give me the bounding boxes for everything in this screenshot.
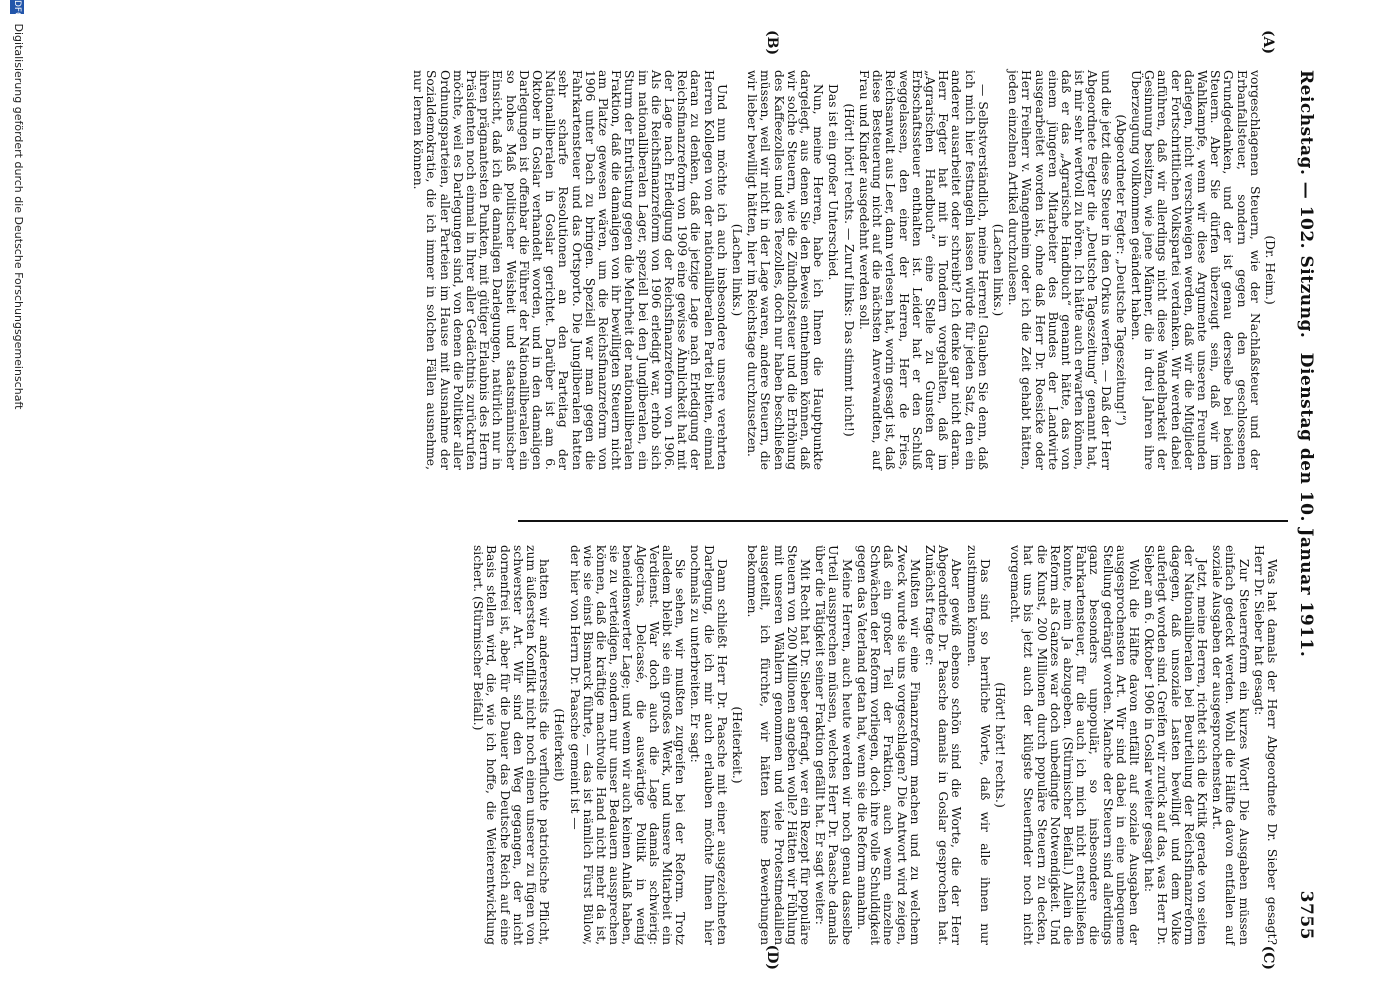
paragraph: Das ist ein großer Unterschied. xyxy=(826,84,841,281)
quote: hatten wir andererseits die verfluchte patriotische Pflicht, zum äußersten Konflikt nicht noch einen unserer zu fügen von schwerster Art. Wir sind den Weg gegangen, der nicht dornenfrei ist, aber für die Dauer das Deutsche Reich auf eine Basis stellen wird, die, wie ich hoffe, die Weiterentwicklung sichert. (Stürmischer Beifall.) xyxy=(471,545,552,945)
column-left xyxy=(409,70,1278,470)
margin-marker-d: (D) xyxy=(764,944,780,970)
quote: Mußten wir eine Finanzreform machen und zu welchem Zweck wurde sie uns vorgeschlagen? Die Antwort wird zeigen, daß ein großer Teil der Fraktion, auch wenn einzelne Schwächen der Reform vorliegen, doch ihre volle Schuldigkeit gegen das Vaterland getan hat, wenn sie die Reform annahm. xyxy=(854,545,922,945)
column-right xyxy=(469,545,1278,945)
quote: Mit Recht hat Dr. Sieber gefragt, wer ein Rezept für populäre Steuern von 200 Millionen angeben wolle? Hätten wir Fühlung mit unseren Wählern genommen und viele Protestmedaillen ausgeteilt, ich fürchte, wir hätten keine Bewerbungen bekommen. xyxy=(745,545,813,945)
paragraph: Und nun möchte ich auch insbesondere unsere verehrten Herren Kollegen von der nationalliberalen Partei bitten, einmal daran zu denken, daß die jetzige Lage nach Erledigung der Reichsfinanzreform von 1909 eine gewisse Ähnlichkeit hat mit der Lage nach Erledigung der Reichsfinanzreform von 1906. Als die Reichsfinanzreform von 1906 erledigt war, erhob sich im nationalliberalen Lager, speziell bei den Jungliberalen, ein Sturm der Entrüstung gegen die Mehrheit der nationalliberalen Fraktion, daß die damaligen von ihr bewilligten Steuern nicht am Platze gewesen wären, um die Reichsfinanzreform von 1906 unter Dach zu bringen. Speziell war man gegen die Fahrkartensteuer und das Ortsporto. Die Jungliberalen hatten sehr scharfe Resolutionen an den Parteitag der Nationalliberalen in Goslar gerichtet. Darüber ist am 6. Oktober in Goslar verhandelt worden, und in den damaligen Darlegungen ist offenbar die Führer der Nationalliberalen ein so hohes Maß politischer Weisheit und staatsmännischer Einsicht, daß ich die damaligen Darlegungen, natürlich nur in ihren prägnantesten Punkten, mit gütiger Erlaubnis des Herrn Präsidenten noch einmal in Ihrer aller Gedächtnis zurückrufen möchte, weil es Darlegungen sind, von denen die Politiker aller Ordnungsparteien, aller Parteien im Hause mit Ausnahme der Sozialdemokratie, die ich immer in solchen Fällen ausnehme, nur lernen können. xyxy=(411,70,729,470)
paragraph: Jetzt, meine Herren, richtet sich die Kritik gerade von seiten der Nationalliberalen bei Beurteilung der Reichsfinanzreform dagegen, daß unsoziale Lasten bewilligt und dem Volke auferlegt worden sind. Greifen wir zurück auf das, was Herr Dr. Sieber am 6. Oktober 1906 in Goslar weiter gesagt hat: xyxy=(1142,545,1209,945)
paragraph: Das sind so herrliche Worte, daß wir alle ihnen nur zustimmen können. xyxy=(964,545,992,945)
page-number: 3755 xyxy=(1296,890,1316,940)
speaker-label: (Dr. Heim.) xyxy=(1263,235,1277,305)
quote: Zur Steuerreform ein kurzes Wort! Die Ausgaben müssen einfach gedeckt werden. Wohl die Hälfte davon entfallen auf soziale Ausgaben der ausgesprochensten Art. xyxy=(1210,545,1251,945)
margin-marker-a: (A) xyxy=(1260,30,1276,55)
margin-marker-b: (B) xyxy=(764,30,780,56)
dfg-logo-icon: DFG xyxy=(12,0,22,20)
digitization-footer xyxy=(10,0,25,1000)
paragraph: und die jetzt diese Steuer in den Orkus werfen. — Daß der Herr Abgeordnete Fegter die „Deutsche Tageszeitung“ genannt hat, ist mir sehr wertvoll zu hören. Ich hätte auch erwarten können, daß er das „Agrarische Handbuch“ genannt hätte, das von einem jüngeren Mitarbeiter des Bundes der Landwirte ausgearbeitet worden ist, ohne daß Herr Dr. Roesicke oder Herr Freiherr v. Wangenheim oder ich die Zeit gehabt hätten, jeden einzelnen Artikel durchzulesen. xyxy=(1006,70,1113,470)
paragraph: Nun, meine Herren, habe ich Ihnen die Hauptpunkte dargelegt, aus denen Sie den Beweis entnehmen können, daß wir solche Steuern, wie die Zündholzsteuer und die Erhöhung des Kaffeezolles und des Teezolles, doch nur haben beschließen müssen, weil wir nicht in der Lage waren, andere Steuern, die wir lieber bewilligt hätten, hier im Reichstage durchzusetzen. xyxy=(745,70,826,470)
interjection: (Hört! hört! rechts.) xyxy=(992,682,1007,808)
header-left: Reichstag. — 102. Sitzung. xyxy=(1296,70,1316,339)
paragraph: vorgeschlagenen Steuern, wie der Nachlaßsteuer und der Erbanfallsteuer, sondern gegen den geschlossenen Grundgedanken, und der ist genau derselbe bei beiden Steuern. Aber Sie dürfen überzeugt sein, daß wir im Wahlkampfe, wenn wir diese Argumente unseren Freunden darlegen, nicht verschweigen werden, daß wir die Mitglieder der Fortschrittlichen Volkspartei verdanken. Wir werden dabei anführen, daß wir allerdings nicht diese Wandelbarkeit der Gesinnung besitzen, wie jene Männer, die in drei Jahren ihre Überzeugung vollkommen geändert haben. xyxy=(1128,70,1262,470)
column-rule xyxy=(518,520,1288,522)
interjection: (Abgeordneter Fegter: „Deutsche Tageszeitung!“) xyxy=(1113,114,1128,426)
interjection: (Lachen links.) xyxy=(730,223,745,317)
paragraph: Dann schließt Herr Dr. Paasche mit einer ausgezeichneten Darlegung, die ich mir auch erlauben möchte Ihnen hier nochmals zu unterbreiten. Er sagt: xyxy=(688,545,729,945)
quote: Sie sehen, wir mußten zugreifen bei der Reform. Trotz alledem bleibt sie ein großes Werk, und unsere Mitarbeit ein Verdienst. War doch auch die Lage damals schwierig: Algeciras, Delcassé, die auswärtige Politik in wenig beneidenswerter Lage; und wenn wir auch keinen Anlaß haben, sie zu verteidigen, sondern nur unser Bedauern aussprechen können, daß die kräftige machtvolle Hand nicht mehr da ist, wie sie einst Bismarck führte, — das ist nämlich Fürst Bülow, der hier von Herrn Dr. Paasche gemeint ist — xyxy=(567,545,688,945)
footer-text: Digitalisierung gefördert durch die Deutsche Forschungsgemeinschaft xyxy=(12,23,25,410)
interjection: (Heiterkeit.) xyxy=(730,706,745,784)
interjection: (Hört! hört! rechts. — Zuruf links: Das stimmt nicht!) xyxy=(841,103,856,437)
paragraph: — Selbstverständlich, meine Herren! Glauben Sie denn, daß ich mich hier festnageln lassen würde für jeden Satz, den ein anderer ausarbeitet oder schreibt? Ich denke gar nicht daran. Herr Fegter hat mit in Tondern vorgehalten, daß im „Agrarischen Handbuch“ eine Stelle zu Gunsten der Erbschaftssteuer enthalten ist. Leider hat er den Schluß weggelassen, den einer der Herren, Herr de Fries, Reichsanwalt aus Leer, dann verlesen hat, worin gesagt ist, daß diese Besteuerung nicht auf die nächsten Anverwandten, auf Frau und Kinder ausgedehnt werden soll. xyxy=(856,70,990,470)
paragraph: Was hat damals der Herr Abgeordnete Dr. Sieber gesagt? Herr Dr. Sieber hat gesagt: xyxy=(1251,545,1279,945)
header-date: Dienstag den 10. Januar 1911. xyxy=(1296,352,1316,658)
margin-marker-c: (C) xyxy=(1260,945,1276,970)
interjection: (Lachen links.) xyxy=(990,223,1005,317)
page-header xyxy=(1288,70,1322,940)
paragraph: Aber gewiß ebenso schön sind die Worte, die der Herr Abgeordnete Dr. Paasche damals in Goslar gesprochen hat. Zunächst fragte er: xyxy=(922,545,964,945)
interjection: (Heiterkeit) xyxy=(552,708,567,782)
paragraph: Meine Herren, auch heute werden wir noch genau dasselbe Urteil aussprechen müssen, welches Herr Dr. Paasche damals über die Tätigkeit seiner Fraktion gefällt hat. Er sagt weiter: xyxy=(813,545,854,945)
quote: Wohl die Hälfte davon entfällt auf soziale Ausgaben der ausgesprochensten Art. Wir sind dabei in eine unbequeme Stellung gedrängt worden. Manche der Steuern sind allerdings ganz besonders unpopulär, so insbesondere die Fahrkartensteuer, für die auch ich mich nicht entschließen konnte, mein Ja abzugeben. (Stürmischer Beifall.) Allein die Reform als Ganzes war doch unbedingte Notwendigkeit. Und die Kunst, 200 Millionen durch populäre Steuern zu decken, hat uns bis jetzt auch der klügste Steuerfinder noch nicht vorgemacht. xyxy=(1008,545,1141,945)
